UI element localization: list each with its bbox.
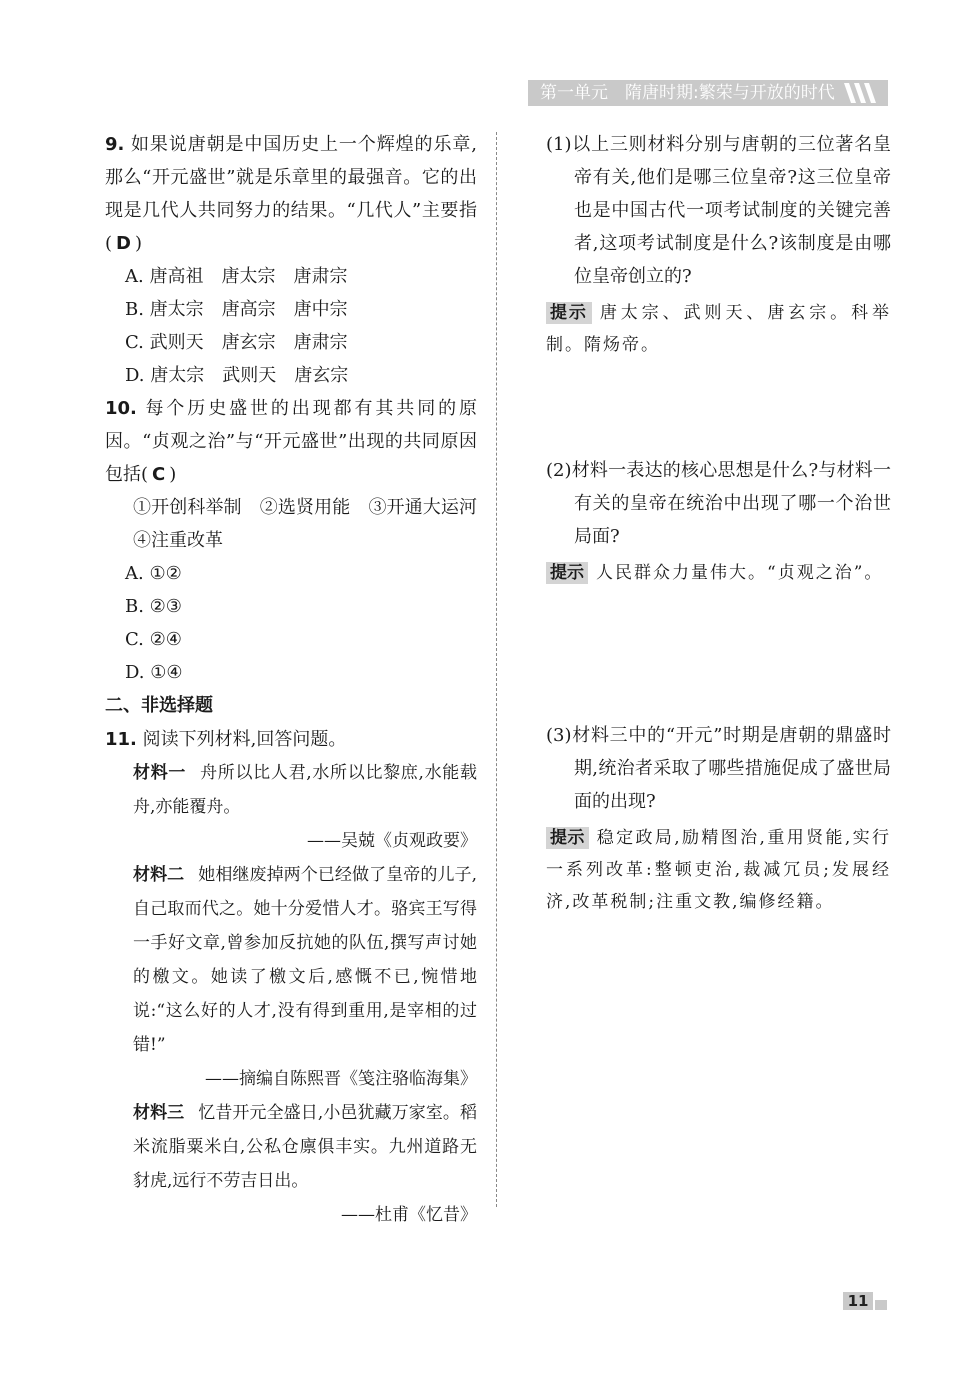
option-d: D. 唐太宗 武则天 唐玄宗 — [125, 365, 349, 386]
question-stem-end: ) — [134, 233, 143, 254]
answer-letter: D — [116, 233, 131, 254]
subquestion-1: (1)以上三则材料分别与唐朝的三位著名皇帝有关,他们是哪三位皇帝?这三位皇帝也是中国古代一项考试制度的关键完善者,这项考试制度是什么?该制度是由哪位皇帝创立的? — [546, 134, 891, 287]
question-stem: 阅读下列材料,回答问题。 — [142, 729, 347, 750]
unit-header-title: 第一单元 隋唐时期:繁荣与开放的时代 — [540, 83, 835, 103]
column-divider — [496, 132, 497, 1207]
hint-3 — [546, 822, 891, 918]
option-c: C. 武则天 唐玄宗 唐肃宗 — [125, 332, 348, 353]
option-c: C. ②④ — [125, 629, 182, 650]
option-d: D. ①④ — [125, 662, 183, 683]
question-number: 9. — [105, 134, 125, 155]
question-number: 11. — [105, 729, 137, 750]
material-text: 她相继废掉两个已经做了皇帝的儿子,自己取而代之。她十分爱惜人才。骆宾王写得一手好文章,曾参加反抗她的队伍,撰写声讨她的檄文。她读了檄文后,感慨不已,惋惜地说:“这么好的人才,没有得到重用,是宰相的过错!” — [133, 865, 478, 1055]
question-stem-end: ) — [169, 464, 177, 485]
hint-label: 提示 — [546, 302, 592, 324]
material-label: 材料一 — [133, 763, 187, 783]
header-stripes-decoration — [842, 80, 882, 106]
page-number-decoration — [875, 1300, 887, 1310]
option-b: B. ②③ — [125, 596, 182, 617]
option-a: A. 唐高祖 唐太宗 唐肃宗 — [125, 266, 348, 287]
page-number: 11 — [843, 1292, 873, 1310]
spacer — [546, 589, 891, 719]
section-title: 二、非选择题 — [105, 695, 213, 716]
material-1 — [105, 756, 477, 824]
option-b: B. 唐太宗 唐高宗 唐中宗 — [125, 299, 348, 320]
option-a: A. ①② — [125, 563, 182, 584]
material-source: ——杜甫《忆昔》 — [341, 1205, 477, 1225]
material-source: ——摘编自陈熙晋《笺注骆临海集》 — [205, 1069, 477, 1089]
question-stem: 如果说唐朝是中国历史上一个辉煌的乐章,那么“开元盛世”就是乐章里的最强音。它的出现是几代人共同努力的结果。“几代人”主要指( — [105, 134, 477, 254]
hint-2 — [546, 557, 891, 589]
material-2 — [105, 858, 477, 1062]
material-text: 忆昔开元全盛日,小邑犹藏万家室。稻米流脂粟米白,公私仓廪俱丰实。九州道路无豺虎,远行不劳吉日出。 — [133, 1103, 478, 1191]
hint-text: 唐太宗、武则天、唐玄宗。科举制。隋炀帝。 — [546, 303, 892, 355]
material-text: 舟所以比人君,水所以比黎庶,水能载舟,亦能覆舟。 — [133, 763, 478, 817]
hint-label: 提示 — [546, 562, 588, 584]
material-label: 材料三 — [133, 1103, 185, 1123]
hint-text: 稳定政局,励精图治,重用贤能,实行一系列改革:整顿吏治,裁减冗员;发展经济,改革税制;注重文教,编修经籍。 — [546, 828, 892, 912]
question-10 — [105, 392, 477, 491]
subquestion-2: (2)材料一表达的核心思想是什么?与材料一有关的皇帝在统治中出现了哪一个治世局面? — [546, 460, 891, 547]
hint-1 — [546, 297, 891, 361]
hint-text: 人民群众力量伟大。“贞观之治”。 — [596, 563, 884, 583]
material-source: ——吴兢《贞观政要》 — [307, 831, 477, 851]
question-stem: 每个历史盛世的出现都有其共同的原因。“贞观之治”与“开元盛世”出现的共同原因包括( — [105, 398, 477, 485]
left-column — [105, 128, 495, 1232]
question-9 — [105, 128, 477, 260]
material-3 — [105, 1096, 477, 1198]
unit-header — [528, 80, 888, 106]
subquestion-3: (3)材料三中的“开元”时期是唐朝的鼎盛时期,统治者采取了哪些措施促成了盛世局面的出现? — [546, 725, 891, 812]
question-10-items: ①开创科举制 ②选贤用能 ③开通大运河 ④注重改革 — [133, 497, 495, 551]
hint-label: 提示 — [546, 827, 589, 849]
question-number: 10. — [105, 398, 137, 419]
spacer — [546, 361, 891, 454]
question-11 — [105, 723, 477, 756]
answer-letter: C — [152, 464, 166, 485]
right-column — [546, 128, 891, 918]
material-label: 材料二 — [133, 865, 185, 885]
